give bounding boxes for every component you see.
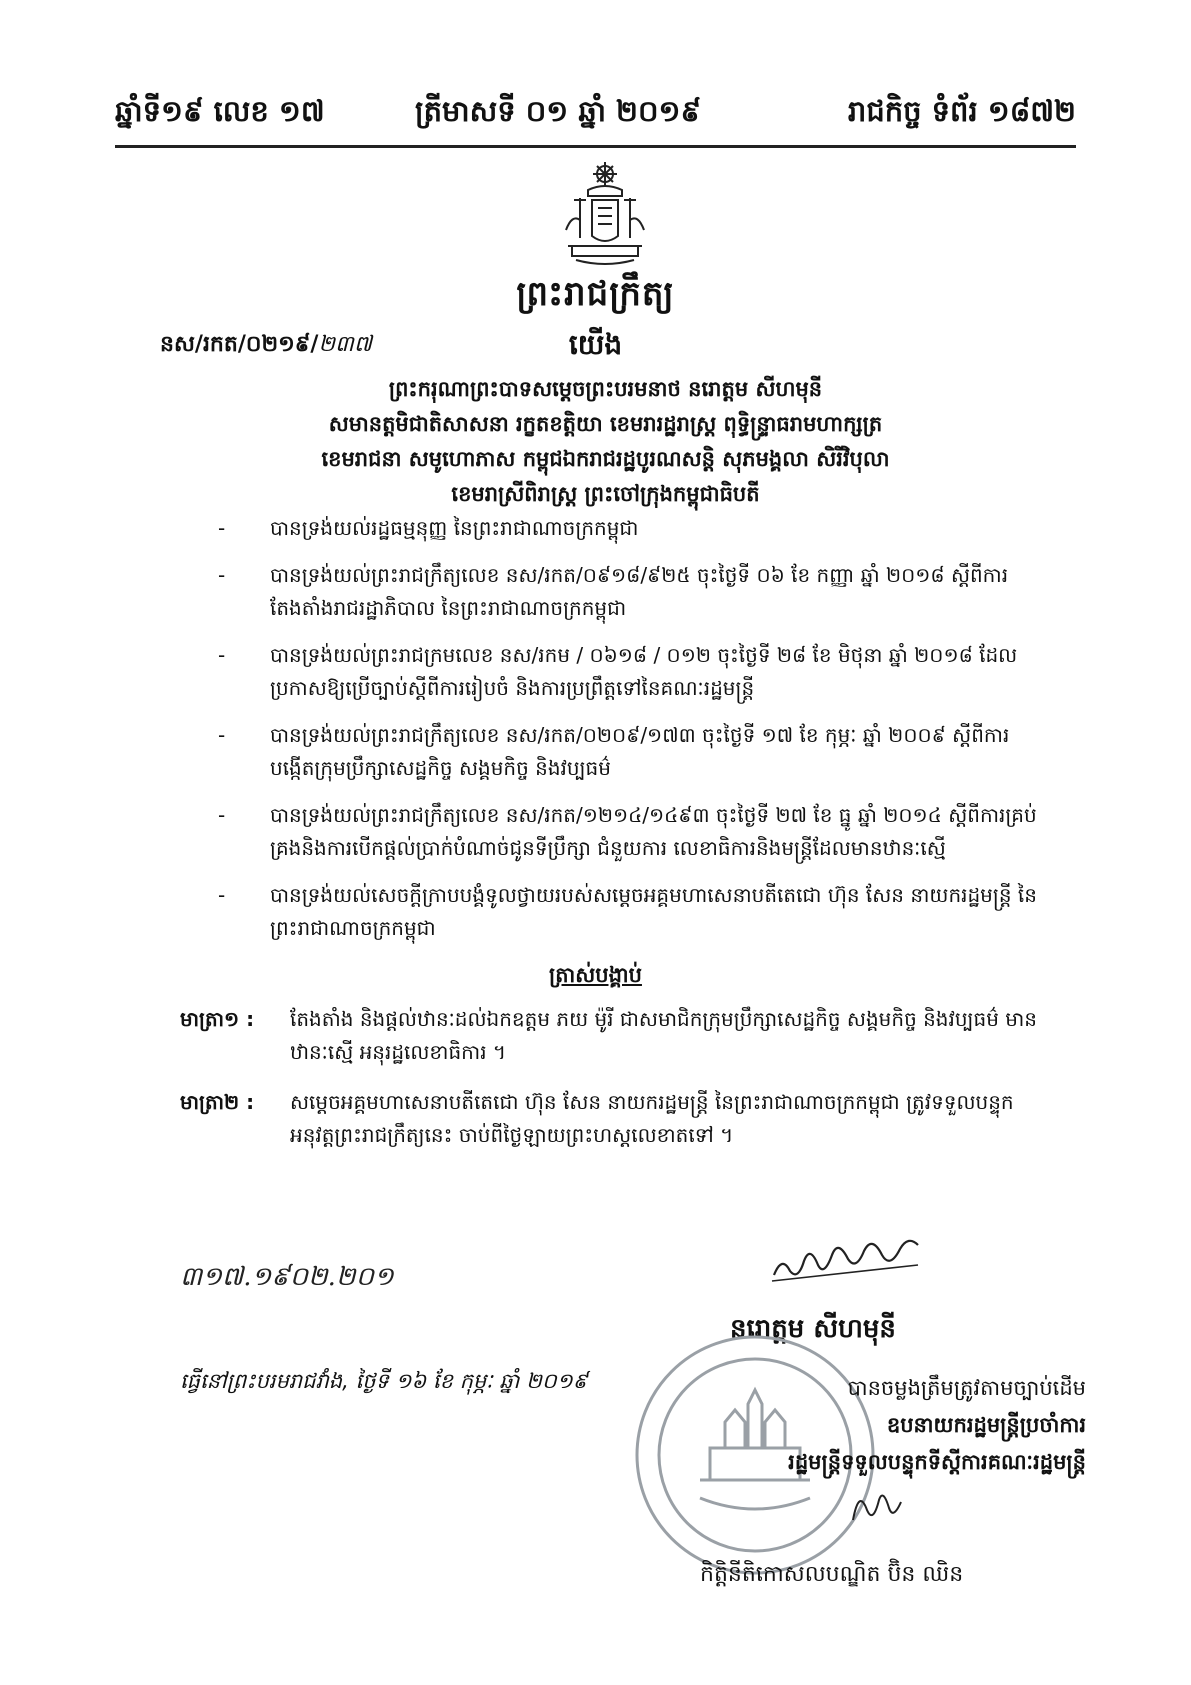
article-label: មាត្រា១ :	[180, 1007, 255, 1031]
article-text: សម្តេចអគ្គមហាសេនាបតីតេជោ ហ៊ុន សែន នាយករដ្ឋមន្ត្រី នៃព្រះរាជាណាចក្រកម្ពុជា ត្រូវទទួលបន្ទុកអនុវត្តព្រះរាជក្រឹត្យនេះ ចាប់ពីថ្ងៃឡាយព្រះហស្តលេខាតទៅ ។	[290, 1090, 1014, 1147]
header-page: រាជកិច្ច ទំព័រ ១៨៧២	[847, 94, 1076, 128]
decides-heading: ត្រាស់បង្គាប់	[549, 963, 642, 987]
royal-coat-of-arms-icon	[558, 160, 653, 270]
minister-title-line: រដ្ឋមន្ត្រីទទួលបន្ទុកទីស្តីការគណៈរដ្ឋមន្ត្រី	[788, 1450, 1086, 1474]
countersignature-block	[630, 1370, 1086, 1481]
article-text: តែងតាំង និងផ្តល់ឋានៈដល់ឯកឧត្តម ភយ ម៉ូរី ជាសមាជិកក្រុមប្រឹក្សាសេដ្ឋកិច្ច សង្គមកិច្ច និងវប្បធម៌ មានឋានៈស្មើ អនុរដ្ឋលេខាធិការ ។	[290, 1007, 1037, 1064]
handwritten-reference: ៣១៧.១៩០២.២០១	[180, 1262, 394, 1292]
we-heading: យើង	[568, 328, 623, 361]
royal-title-line: ខេមរាស្រីពិរាស្ត្រ ព្រះចៅក្រុងកម្ពុជាធិបតី	[451, 482, 760, 506]
gazette-header	[115, 94, 1076, 142]
document-title: ព្រះរាជក្រឹត្យ	[516, 274, 675, 314]
article-2	[180, 1086, 1051, 1152]
place-and-date: ធ្វើនៅព្រះបរមរាជវាំង, ថ្ងៃទី ១៦ ខែ កុម្ភៈ ឆ្នាំ ២០១៩	[180, 1369, 588, 1393]
recital-item: - បានទ្រង់យល់សេចក្តីក្រាបបង្គំទូលថ្វាយរបស់សម្តេចអគ្គមហាសេនាបតីតេជោ ហ៊ុន សែន នាយករដ្ឋមន្ត្រី នៃព្រះរាជាណាចក្រកម្ពុជា	[270, 879, 1051, 945]
king-name: នរោត្តម សីហមុនី	[730, 1314, 896, 1344]
royal-title-line: ព្រះករុណាព្រះបាទសម្តេចព្រះបរមនាថ នរោត្តម សីហមុនី	[388, 377, 823, 401]
header-date: ត្រីមាសទី ០១ ឆ្នាំ ២០១៩	[415, 94, 702, 128]
reference-handwritten: ២៣៧	[318, 332, 372, 357]
header-rule	[115, 145, 1076, 148]
royal-title-line: ខេមរាជនា សមូហោភាស កម្ពុជឯករាជរដ្ឋបូរណសន្តិ សុភមង្គលា សិរីវិបុលា	[321, 447, 890, 471]
royal-signature-icon	[768, 1225, 928, 1285]
certified-copy-line: បានចម្លងត្រឹមត្រូវតាមច្បាប់ដើម	[847, 1376, 1086, 1400]
recital-item: - បានទ្រង់យល់រដ្ឋធម្មនុញ្ញ នៃព្រះរាជាណាចក្រកម្ពុជា	[270, 512, 1051, 545]
recital-item: - បានទ្រង់យល់ព្រះរាជក្រឹត្យលេខ នស/រកត/០៩១៨/៩២៥ ចុះថ្ងៃទី ០៦ ខែ កញ្ញា ឆ្នាំ ២០១៨ ស្តីពីការតែងតាំងរាជរដ្ឋាភិបាល នៃព្រះរាជាណាចក្រកម្ពុជា	[270, 559, 1051, 625]
article-label: មាត្រា២ :	[180, 1090, 255, 1114]
royal-title-line: សមានត្តមិជាតិសាសនា រក្ខតខត្តិយា ខេមរារដ្ឋរាស្ត្រ ពុទ្ធិន្រ្ទាធរាមហាក្សត្រ	[328, 412, 883, 436]
reference-number: នស/រកត/០២១៩/	[160, 332, 319, 357]
minister-name: កិត្តិនីតិកោសលបណ្ឌិត ប៊ិន ឈិន	[700, 1562, 964, 1587]
deputy-pm-line: ឧបនាយករដ្ឋមន្ត្រីប្រចាំការ	[886, 1413, 1086, 1437]
royal-titles	[160, 372, 1051, 512]
header-year-issue: ឆ្នាំទី១៩ លេខ ១៧	[115, 94, 325, 128]
recital-item: - បានទ្រង់យល់ព្រះរាជក្រឹត្យលេខ នស/រកត/០២០៩/១៧៣ ចុះថ្ងៃទី ១៧ ខែ កុម្ភៈ ឆ្នាំ ២០០៩ ស្តីពីការបង្កើតក្រុមប្រឹក្សាសេដ្ឋកិច្ច សង្គមកិច្ច និងវប្បធម៌	[270, 719, 1051, 785]
recital-item: - បានទ្រង់យល់ព្រះរាជក្រមលេខ នស/រកម / ០៦១៨ / ០១២ ចុះថ្ងៃទី ២៨ ខែ មិថុនា ឆ្នាំ ២០១៨ ដែលប្រកាសឱ្យប្រើច្បាប់ស្តីពីការរៀបចំ និងការប្រព្រឹត្តទៅនៃគណៈរដ្ឋមន្ត្រី	[270, 639, 1051, 705]
minister-signature-icon	[845, 1480, 905, 1530]
article-1	[180, 1003, 1051, 1069]
recital-item: - បានទ្រង់យល់ព្រះរាជក្រឹត្យលេខ នស/រកត/១២១៤/១៤៩៣ ចុះថ្ងៃទី ២៧ ខែ ធ្នូ ឆ្នាំ ២០១៤ ស្តីពីការគ្រប់គ្រងនិងការបើកផ្តល់ប្រាក់បំណាច់ជូនទីប្រឹក្សា ជំនួយការ លេខាធិការនិងមន្ត្រីដែលមានឋានៈស្មើ	[270, 799, 1051, 865]
recitals-list	[270, 512, 1051, 959]
